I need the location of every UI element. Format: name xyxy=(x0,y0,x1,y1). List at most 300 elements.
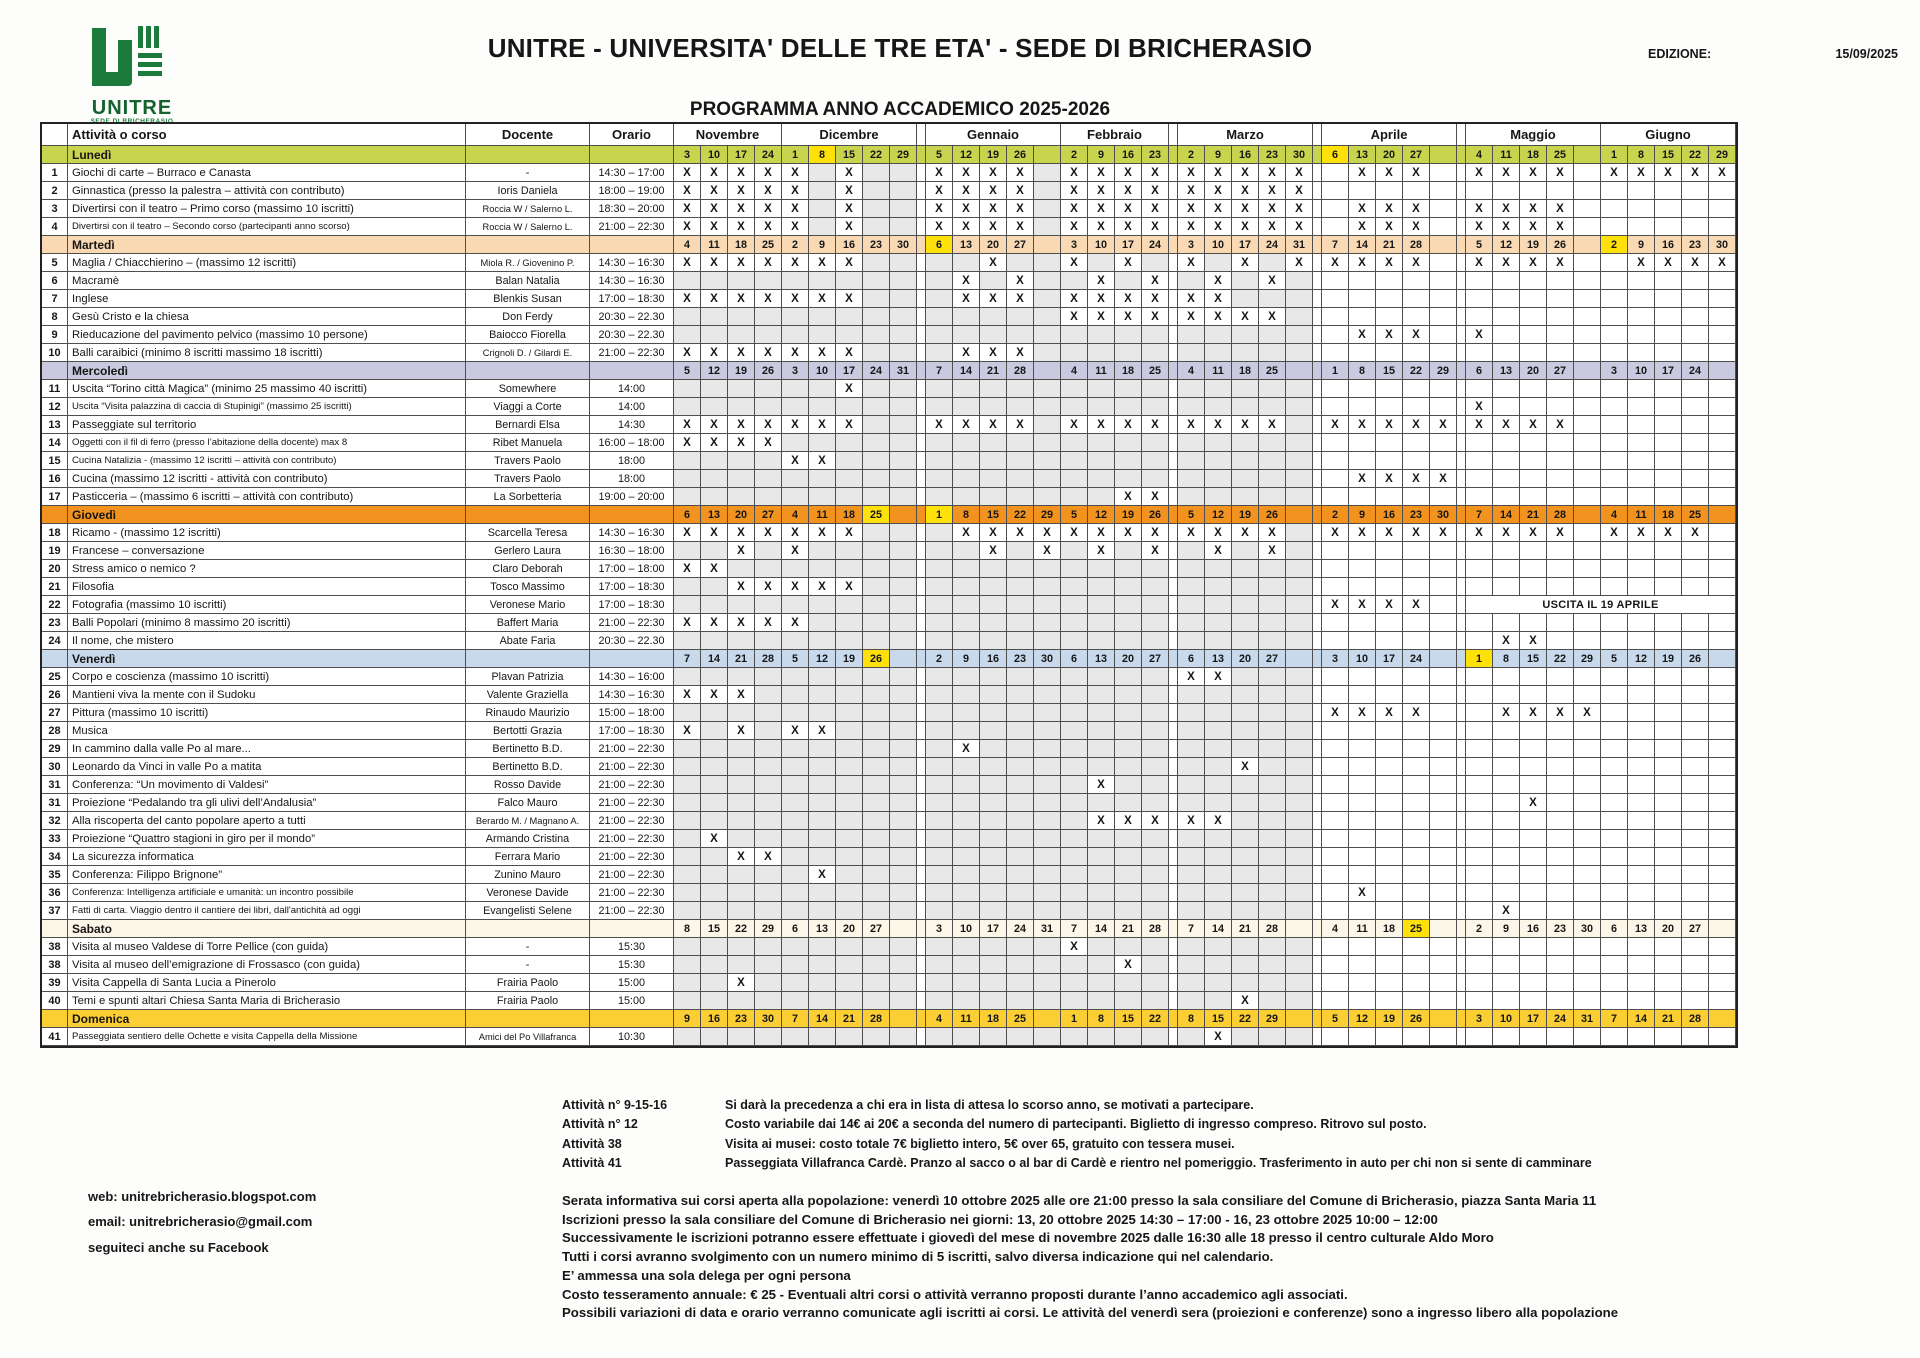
empty-cell xyxy=(1655,200,1682,217)
course-number: 2 xyxy=(42,182,68,199)
empty-cell xyxy=(926,632,953,649)
empty-cell xyxy=(1178,452,1205,469)
empty-cell xyxy=(1466,470,1493,487)
month-spacer xyxy=(917,920,926,937)
date-cell xyxy=(1430,236,1457,253)
date-cell: 17 xyxy=(836,362,863,379)
mark-cell: X xyxy=(1007,524,1034,541)
empty-cell xyxy=(1628,326,1655,343)
empty-cell xyxy=(1322,794,1349,811)
empty-cell xyxy=(953,848,980,865)
empty-cell xyxy=(1322,308,1349,325)
course-teacher: Plavan Patrizia xyxy=(466,668,590,685)
empty-cell xyxy=(1061,902,1088,919)
month-spacer xyxy=(917,704,926,721)
empty-cell xyxy=(1601,542,1628,559)
mark-cell: X xyxy=(1034,542,1061,559)
empty-cell xyxy=(1574,344,1601,361)
empty-cell xyxy=(1034,722,1061,739)
date-cell: 29 xyxy=(1259,1010,1286,1027)
empty-cell xyxy=(1493,1028,1520,1045)
course-activity: Ricamo - (massimo 12 iscritti) xyxy=(68,524,466,541)
empty-cell xyxy=(1007,254,1034,271)
mark-cell: X xyxy=(1115,182,1142,199)
empty-cell xyxy=(1628,758,1655,775)
empty-cell xyxy=(1655,740,1682,757)
empty-cell xyxy=(782,884,809,901)
mark-cell: X xyxy=(953,218,980,235)
empty-cell xyxy=(980,974,1007,991)
band-time xyxy=(590,146,674,163)
empty-cell xyxy=(782,992,809,1009)
mark-cell: X xyxy=(674,416,701,433)
empty-cell xyxy=(890,452,917,469)
empty-cell xyxy=(674,1028,701,1045)
empty-cell xyxy=(863,866,890,883)
mark-cell: X xyxy=(836,254,863,271)
empty-cell xyxy=(728,956,755,973)
date-cell: 23 xyxy=(1142,146,1169,163)
empty-cell xyxy=(809,776,836,793)
empty-cell xyxy=(1088,614,1115,631)
empty-cell xyxy=(1628,686,1655,703)
date-cell xyxy=(1034,1010,1061,1027)
contact-line: seguiteci anche su Facebook xyxy=(88,1239,269,1255)
empty-cell xyxy=(1403,848,1430,865)
date-cell: 29 xyxy=(890,146,917,163)
empty-cell xyxy=(926,452,953,469)
band-teacher xyxy=(466,506,590,523)
empty-cell xyxy=(836,902,863,919)
month-spacer xyxy=(1457,884,1466,901)
month-spacer xyxy=(1313,506,1322,523)
empty-cell xyxy=(1493,290,1520,307)
empty-cell xyxy=(1430,812,1457,829)
empty-cell xyxy=(1628,578,1655,595)
month-spacer xyxy=(917,398,926,415)
empty-cell xyxy=(1034,470,1061,487)
mark-cell: X xyxy=(1403,470,1430,487)
date-cell: 4 xyxy=(1178,362,1205,379)
mark-cell: X xyxy=(1322,704,1349,721)
empty-cell xyxy=(836,866,863,883)
empty-cell xyxy=(1178,794,1205,811)
course-row xyxy=(42,542,1736,560)
empty-cell xyxy=(1061,848,1088,865)
empty-cell xyxy=(701,956,728,973)
empty-cell xyxy=(1088,470,1115,487)
course-number: 4 xyxy=(42,218,68,235)
course-activity: Cucina Natalizia - (massimo 12 iscritti – attività con contributo) xyxy=(68,452,466,469)
course-row xyxy=(42,200,1736,218)
empty-cell xyxy=(1115,866,1142,883)
empty-cell xyxy=(1286,434,1313,451)
month-spacer xyxy=(1169,308,1178,325)
course-row xyxy=(42,938,1736,956)
date-cell: 14 xyxy=(1493,506,1520,523)
empty-cell xyxy=(1259,776,1286,793)
empty-cell xyxy=(1322,182,1349,199)
empty-cell xyxy=(1349,434,1376,451)
course-activity: Fotografia (massimo 10 iscritti) xyxy=(68,596,466,613)
empty-cell xyxy=(755,866,782,883)
month-spacer xyxy=(1457,398,1466,415)
empty-cell xyxy=(1430,254,1457,271)
course-teacher: Crignoli D. / Gilardi E. xyxy=(466,344,590,361)
month-spacer xyxy=(1313,416,1322,433)
mark-cell: X xyxy=(980,290,1007,307)
empty-cell xyxy=(1403,182,1430,199)
empty-cell xyxy=(890,290,917,307)
mark-cell: X xyxy=(674,254,701,271)
empty-cell xyxy=(1061,776,1088,793)
mark-cell: X xyxy=(1115,200,1142,217)
mark-cell: X xyxy=(1178,182,1205,199)
empty-cell xyxy=(1205,704,1232,721)
empty-cell xyxy=(1007,992,1034,1009)
empty-cell xyxy=(836,704,863,721)
empty-cell xyxy=(1349,794,1376,811)
course-time: 21:00 – 22:30 xyxy=(590,830,674,847)
mark-cell: X xyxy=(953,524,980,541)
empty-cell xyxy=(1178,902,1205,919)
month-spacer xyxy=(1457,596,1466,613)
date-cell: 9 xyxy=(953,650,980,667)
empty-cell xyxy=(1520,182,1547,199)
empty-cell xyxy=(755,938,782,955)
empty-cell xyxy=(1034,1028,1061,1045)
empty-cell xyxy=(1007,632,1034,649)
empty-cell xyxy=(1034,668,1061,685)
empty-cell xyxy=(1601,578,1628,595)
band-teacher xyxy=(466,236,590,253)
course-row xyxy=(42,254,1736,272)
empty-cell xyxy=(1628,632,1655,649)
course-teacher: Ioris Daniela xyxy=(466,182,590,199)
course-teacher: Frairia Paolo xyxy=(466,992,590,1009)
empty-cell xyxy=(674,974,701,991)
month-spacer xyxy=(917,740,926,757)
mark-cell: X xyxy=(1142,308,1169,325)
day-label: Martedì xyxy=(68,236,466,253)
course-number: 16 xyxy=(42,470,68,487)
empty-cell xyxy=(1430,272,1457,289)
empty-cell xyxy=(836,776,863,793)
empty-cell xyxy=(1322,218,1349,235)
empty-cell xyxy=(728,470,755,487)
empty-cell xyxy=(1232,452,1259,469)
date-cell: 25 xyxy=(1682,506,1709,523)
empty-cell xyxy=(863,398,890,415)
month-spacer xyxy=(1313,866,1322,883)
empty-cell xyxy=(1349,740,1376,757)
month-spacer xyxy=(1169,470,1178,487)
month-spacer xyxy=(1313,650,1322,667)
empty-cell xyxy=(1682,272,1709,289)
date-cell: 22 xyxy=(728,920,755,937)
mark-cell: X xyxy=(1142,812,1169,829)
empty-cell xyxy=(1142,470,1169,487)
empty-cell xyxy=(1376,902,1403,919)
date-cell: 18 xyxy=(1376,920,1403,937)
empty-cell xyxy=(1322,542,1349,559)
band-teacher xyxy=(466,146,590,163)
mark-cell: X xyxy=(701,344,728,361)
empty-cell xyxy=(755,398,782,415)
course-teacher: Claro Deborah xyxy=(466,560,590,577)
empty-cell xyxy=(1259,632,1286,649)
mark-cell: X xyxy=(782,218,809,235)
day-label: Giovedì xyxy=(68,506,466,523)
month-spacer xyxy=(917,344,926,361)
course-activity: Visita al museo Valdese di Torre Pellice (con guida) xyxy=(68,938,466,955)
empty-cell xyxy=(701,812,728,829)
empty-cell xyxy=(953,452,980,469)
date-cell: 8 xyxy=(809,146,836,163)
empty-cell xyxy=(980,380,1007,397)
empty-cell xyxy=(1574,902,1601,919)
course-activity: Mantieni viva la mente con il Sudoku xyxy=(68,686,466,703)
empty-cell xyxy=(1574,866,1601,883)
empty-cell xyxy=(674,272,701,289)
empty-cell xyxy=(1088,794,1115,811)
month-spacer xyxy=(1169,740,1178,757)
mark-cell: X xyxy=(701,560,728,577)
empty-cell xyxy=(1547,758,1574,775)
month-spacer xyxy=(1313,542,1322,559)
empty-cell xyxy=(863,938,890,955)
mark-cell: X xyxy=(1232,992,1259,1009)
empty-cell xyxy=(1205,614,1232,631)
empty-cell xyxy=(1601,398,1628,415)
empty-cell xyxy=(1061,758,1088,775)
empty-cell xyxy=(1007,470,1034,487)
empty-cell xyxy=(953,632,980,649)
empty-cell xyxy=(782,434,809,451)
empty-cell xyxy=(1709,614,1736,631)
empty-cell xyxy=(1088,632,1115,649)
empty-cell xyxy=(953,380,980,397)
empty-cell xyxy=(863,380,890,397)
day-band-row xyxy=(42,236,1736,254)
mark-cell: X xyxy=(953,344,980,361)
course-activity: Stress amico o nemico ? xyxy=(68,560,466,577)
mark-cell: X xyxy=(836,164,863,181)
empty-cell xyxy=(890,740,917,757)
empty-cell xyxy=(1259,488,1286,505)
empty-cell xyxy=(1322,290,1349,307)
empty-cell xyxy=(1259,668,1286,685)
mark-cell: X xyxy=(1403,164,1430,181)
empty-cell xyxy=(1061,272,1088,289)
empty-cell xyxy=(1232,434,1259,451)
schedule-note: USCITA IL 19 APRILE xyxy=(1466,596,1736,613)
empty-cell xyxy=(926,326,953,343)
empty-cell xyxy=(1142,686,1169,703)
empty-cell xyxy=(1205,560,1232,577)
month-spacer xyxy=(917,236,926,253)
empty-cell xyxy=(926,380,953,397)
course-row xyxy=(42,722,1736,740)
month-spacer xyxy=(1169,326,1178,343)
empty-cell xyxy=(1034,974,1061,991)
month-spacer xyxy=(1457,650,1466,667)
empty-cell xyxy=(1466,848,1493,865)
empty-cell xyxy=(1493,992,1520,1009)
empty-cell xyxy=(1601,992,1628,1009)
empty-cell xyxy=(701,452,728,469)
mark-cell: X xyxy=(728,164,755,181)
empty-cell xyxy=(1178,632,1205,649)
empty-cell xyxy=(1493,344,1520,361)
empty-cell xyxy=(1259,740,1286,757)
mark-cell: X xyxy=(1115,254,1142,271)
mark-cell: X xyxy=(755,290,782,307)
empty-cell xyxy=(1322,902,1349,919)
empty-cell xyxy=(1520,434,1547,451)
empty-cell xyxy=(953,398,980,415)
empty-cell xyxy=(755,686,782,703)
course-time: 17:00 – 18:00 xyxy=(590,560,674,577)
empty-cell xyxy=(1547,884,1574,901)
empty-cell xyxy=(1574,488,1601,505)
empty-cell xyxy=(1205,434,1232,451)
empty-cell xyxy=(1466,182,1493,199)
empty-cell xyxy=(890,272,917,289)
mark-cell: X xyxy=(755,164,782,181)
empty-cell xyxy=(1259,974,1286,991)
empty-cell xyxy=(953,812,980,829)
empty-cell xyxy=(926,470,953,487)
empty-cell xyxy=(782,974,809,991)
empty-cell xyxy=(1682,470,1709,487)
date-cell: 24 xyxy=(1007,920,1034,937)
empty-cell xyxy=(1709,686,1736,703)
mark-cell: X xyxy=(980,416,1007,433)
mark-cell: X xyxy=(674,344,701,361)
empty-cell xyxy=(1088,704,1115,721)
mark-cell: X xyxy=(926,200,953,217)
empty-cell xyxy=(1088,830,1115,847)
empty-cell xyxy=(1322,686,1349,703)
empty-cell xyxy=(1682,668,1709,685)
empty-cell xyxy=(1682,326,1709,343)
empty-cell xyxy=(1205,884,1232,901)
empty-cell xyxy=(728,488,755,505)
mark-cell: X xyxy=(1520,218,1547,235)
mark-cell: X xyxy=(1349,254,1376,271)
empty-cell xyxy=(926,308,953,325)
contact-line: web: unitrebricherasio.blogspot.com xyxy=(88,1189,317,1204)
empty-cell xyxy=(809,686,836,703)
empty-cell xyxy=(674,866,701,883)
empty-cell xyxy=(890,596,917,613)
empty-cell xyxy=(755,758,782,775)
mark-cell: X xyxy=(782,722,809,739)
course-time: 21:00 – 22:30 xyxy=(590,794,674,811)
empty-cell xyxy=(1628,380,1655,397)
mark-cell: X xyxy=(980,182,1007,199)
month-spacer xyxy=(1457,704,1466,721)
month-spacer xyxy=(1169,578,1178,595)
mark-cell: X xyxy=(1142,488,1169,505)
empty-cell xyxy=(1682,866,1709,883)
empty-cell xyxy=(1493,380,1520,397)
empty-cell xyxy=(1628,794,1655,811)
empty-cell xyxy=(953,992,980,1009)
empty-cell xyxy=(1178,740,1205,757)
month-header-gen: Gennaio xyxy=(926,124,1061,145)
course-teacher: Bertotti Grazia xyxy=(466,722,590,739)
course-teacher: - xyxy=(466,164,590,181)
day-label: Mercoledì xyxy=(68,362,466,379)
empty-cell xyxy=(674,884,701,901)
date-cell xyxy=(1430,1010,1457,1027)
empty-cell xyxy=(1061,614,1088,631)
empty-cell xyxy=(1142,380,1169,397)
empty-cell xyxy=(1574,380,1601,397)
empty-cell xyxy=(926,956,953,973)
month-spacer xyxy=(1169,758,1178,775)
empty-cell xyxy=(1034,434,1061,451)
month-spacer xyxy=(1457,182,1466,199)
course-row xyxy=(42,992,1736,1010)
date-cell: 20 xyxy=(1520,362,1547,379)
date-cell: 10 xyxy=(701,146,728,163)
date-cell: 25 xyxy=(1007,1010,1034,1027)
mark-cell: X xyxy=(809,866,836,883)
course-activity: Inglese xyxy=(68,290,466,307)
empty-cell xyxy=(1259,794,1286,811)
empty-cell xyxy=(1574,848,1601,865)
empty-cell xyxy=(1142,830,1169,847)
date-cell: 20 xyxy=(1115,650,1142,667)
mark-cell: X xyxy=(1349,884,1376,901)
empty-cell xyxy=(1574,668,1601,685)
empty-cell xyxy=(1259,452,1286,469)
date-cell: 15 xyxy=(1655,146,1682,163)
course-activity: Filosofia xyxy=(68,578,466,595)
empty-cell xyxy=(728,992,755,1009)
date-cell: 10 xyxy=(953,920,980,937)
month-spacer xyxy=(1313,434,1322,451)
month-spacer xyxy=(917,1010,926,1027)
mark-cell: X xyxy=(1232,164,1259,181)
empty-cell xyxy=(1286,542,1313,559)
course-activity: Cucina (massimo 12 iscritti - attività con contributo) xyxy=(68,470,466,487)
empty-cell xyxy=(953,560,980,577)
date-cell: 23 xyxy=(1007,650,1034,667)
month-spacer xyxy=(1313,452,1322,469)
empty-cell xyxy=(809,560,836,577)
month-spacer xyxy=(1169,182,1178,199)
empty-cell xyxy=(1601,614,1628,631)
empty-cell xyxy=(1430,218,1457,235)
empty-cell xyxy=(674,488,701,505)
empty-cell xyxy=(1088,902,1115,919)
empty-cell xyxy=(1007,812,1034,829)
empty-cell xyxy=(1376,794,1403,811)
mark-cell: X xyxy=(953,740,980,757)
empty-cell xyxy=(1142,668,1169,685)
month-spacer xyxy=(917,812,926,829)
day-label: Lunedì xyxy=(68,146,466,163)
month-spacer xyxy=(1457,578,1466,595)
empty-cell xyxy=(836,308,863,325)
mark-cell: X xyxy=(1547,704,1574,721)
empty-cell xyxy=(1286,1028,1313,1045)
mark-cell: X xyxy=(674,614,701,631)
